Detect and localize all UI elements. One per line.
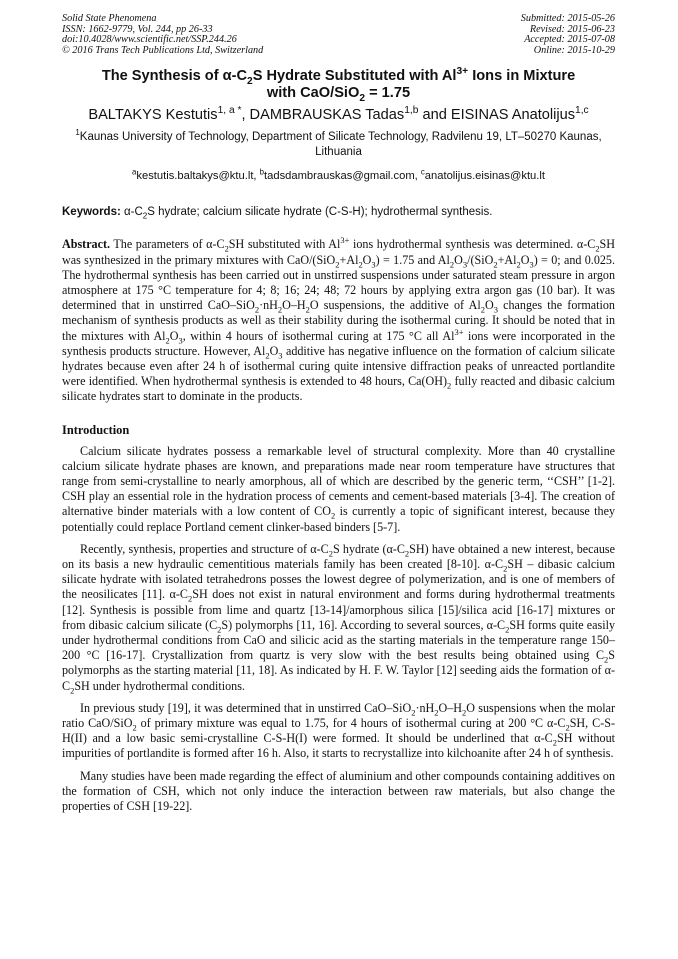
journal-doi: doi:10.4028/www.scientific.net/SSP.244.26 [62,34,237,46]
date-submitted: Submitted: 2015-05-26 [520,13,615,24]
intro-paragraph-2: Recently, synthesis, properties and structure of $\alpha-C_2S$ hydrate $(\alpha-C_2SH)$ have obtained a new interest, because on its basis a new hydraulic cementitious materials family has been created [8-10]. $\alpha-C_2SH$ – dibasic calcium silicate hydrate with isolated tetrahedrons posses the lowest degree of polymerization, and is one of members of the neosilicates [11]. $\alpha-C_2SH$ does not exist in natural environment and forms during hydrothermal treatments [12]. Synthesis is possible from lime and quartz [13-14]/amorphous silica [15]/silica acid [16-17] mixtures or from dibasic calcium silicate $(C_2S)$ polymorphs [11, 16]. According to several sources, $\alpha-C_2SH$ forms quite easily under hydrothermal conditions from CaO and silicic acid as the starting materials in the temperature range 150–200 °C [16-17]. Crystallization from quartz is very slow with the best results being obtained using $C_2S$ polymorphs as the starting material [11, 18]. As indicated by H. F. W. Taylor [12] seeding aids the formation of $\alpha-C_2SH$ under hydrothermal conditions. [62,541,616,696]
paper-page [62,14,615,814]
paper-title: The Synthesis of $\alpha-C_2S$ Hydrate Substituted with $Al^{3+}$ Ions in Mixture with CaO/SiO$_2$ = 1.75 [101,66,576,105]
intro-paragraph-1: Calcium silicate hydrates possess a remarkable level of structural complexity. More than 40 crystalline calcium silicate hydrate phases are known, and preparations made near room temperature have structures that range from semi-crystalline to nearly amorphous, all of which are described by the generic term, ‘‘CSH’’ [1-2]. CSH play an essential role in the hydration process of cements and cement-based materials [3-4]. The creation of alternative binder materials with a low content of $CO_2$ is currently a topic of significant interest, because they potentially could replace Portland cement clinker-based binders [5-7]. [62,443,615,534]
journal-issn: ISSN: 1662-9779, Vol. 244, pp 26-33 [62,23,213,35]
abstract-label: Abstract. [62,237,111,252]
intro-paragraph-4: Many studies have been made regarding the effect of aluminium and other compounds containing additives on the formation of CSH, which not only induce the interaction between raw materials, but also change the properties of CSH [19-22]. [62,768,615,814]
abstract: Abstract. The parameters of $\alpha-C_2SH$ substituted with $Al^{3+}$ ions hydrothermal synthesis was determined. $\alpha-C_2SH$ was synthesized in the primary mixtures with CaO/$(SiO_2+Al_2O_3) = 1.75$ and $Al_2O_3/(SiO_2+Al_2O_3) = 0$; and 0.025. The hydrothermal synthesis has been carried out in unstirred suspensions under saturated steam pressure in argon atmosphere at 175 °C temperature for 4; 8; 16; 24; 48; 72 hours by applying extra argon gas (10 bar). It was determined that in unstirred CaO–$SiO_2\cdot nH_2O-H_2O$ suspensions, the additive of $Al_2O_3$ changes the formation mechanism of synthesis products as well as their stability during the isothermal curing. It should be noted that in the mixtures with $Al_2O_3$, within 4 hours of isothermal curing at 175 °C all $Al^{3+}$ ions were incorporated in the synthesis products structure. However, $Al_2O_3$ additive has negative influence on the formation of calcium silicate hydrates because even after 24 h of isothermal curing quite intensive diffraction peaks of unreacted portlandite were identified. When hydrothermal synthesis is extended to 48 hours, $Ca(OH)_2$ fully reacted and dibasic calcium silicate hydrates start to dominate in the products. [62,235,616,404]
author-list: BALTAKYS Kestutis$^{1, a *}$, DAMBRAUSKAS Tadas$^{1,b}$ and EISINAS Anatolijus$^{1,c}$ [88,105,589,124]
intro-paragraph-3: In previous study [19], it was determined that in unstirred CaO–$SiO_2\cdot nH_2O-H_2O$ suspensions when the molar ratio CaO/SiO$_2$ of primary mixture was equal to 1.75, for 4 hours of isothermal curing at 200 °C $\alpha-C_2SH$, C-S-H(II) and a low basic semi-crystalline C-S-H(I) were formed. It should be underlined that $\alpha-C_2SH$ without impurities of portlandite is formed after 16 h. Also, it starts to recrystallize into kilchoanite after 24 h of synthesis. [62,700,615,761]
journal-copyright: © 2016 Trans Tech Publications Ltd, Switzerland [62,44,264,56]
date-revised: Revised: 2015-06-23 [529,23,615,35]
publication-dates [521,14,615,56]
author-emails: $^a$kestutis.baltakys@ktu.lt, $^b$tadsdambrauskas@gmail.com, $^c$anatolijus.eisinas@ktu.lt [132,167,545,183]
date-accepted: Accepted: 2015-07-08 [524,34,615,46]
keywords-label: Keywords: [62,206,121,219]
date-online: Online: 2015-10-29 [533,44,615,56]
affiliation: $^1$Kaunas University of Technology, Department of Silicate Technology, Radvilenu 19, LT–50270 Kaunas, Lithuania [75,128,602,158]
journal-name: Solid State Phenomena [62,13,157,24]
section-heading-introduction: Introduction [62,422,130,437]
keywords: Keywords: $\alpha-C_2S$ hydrate; calcium silicate hydrate (C-S-H); hydrothermal synthesis. [62,206,493,221]
journal-info [62,14,263,56]
journal-header [62,14,615,56]
